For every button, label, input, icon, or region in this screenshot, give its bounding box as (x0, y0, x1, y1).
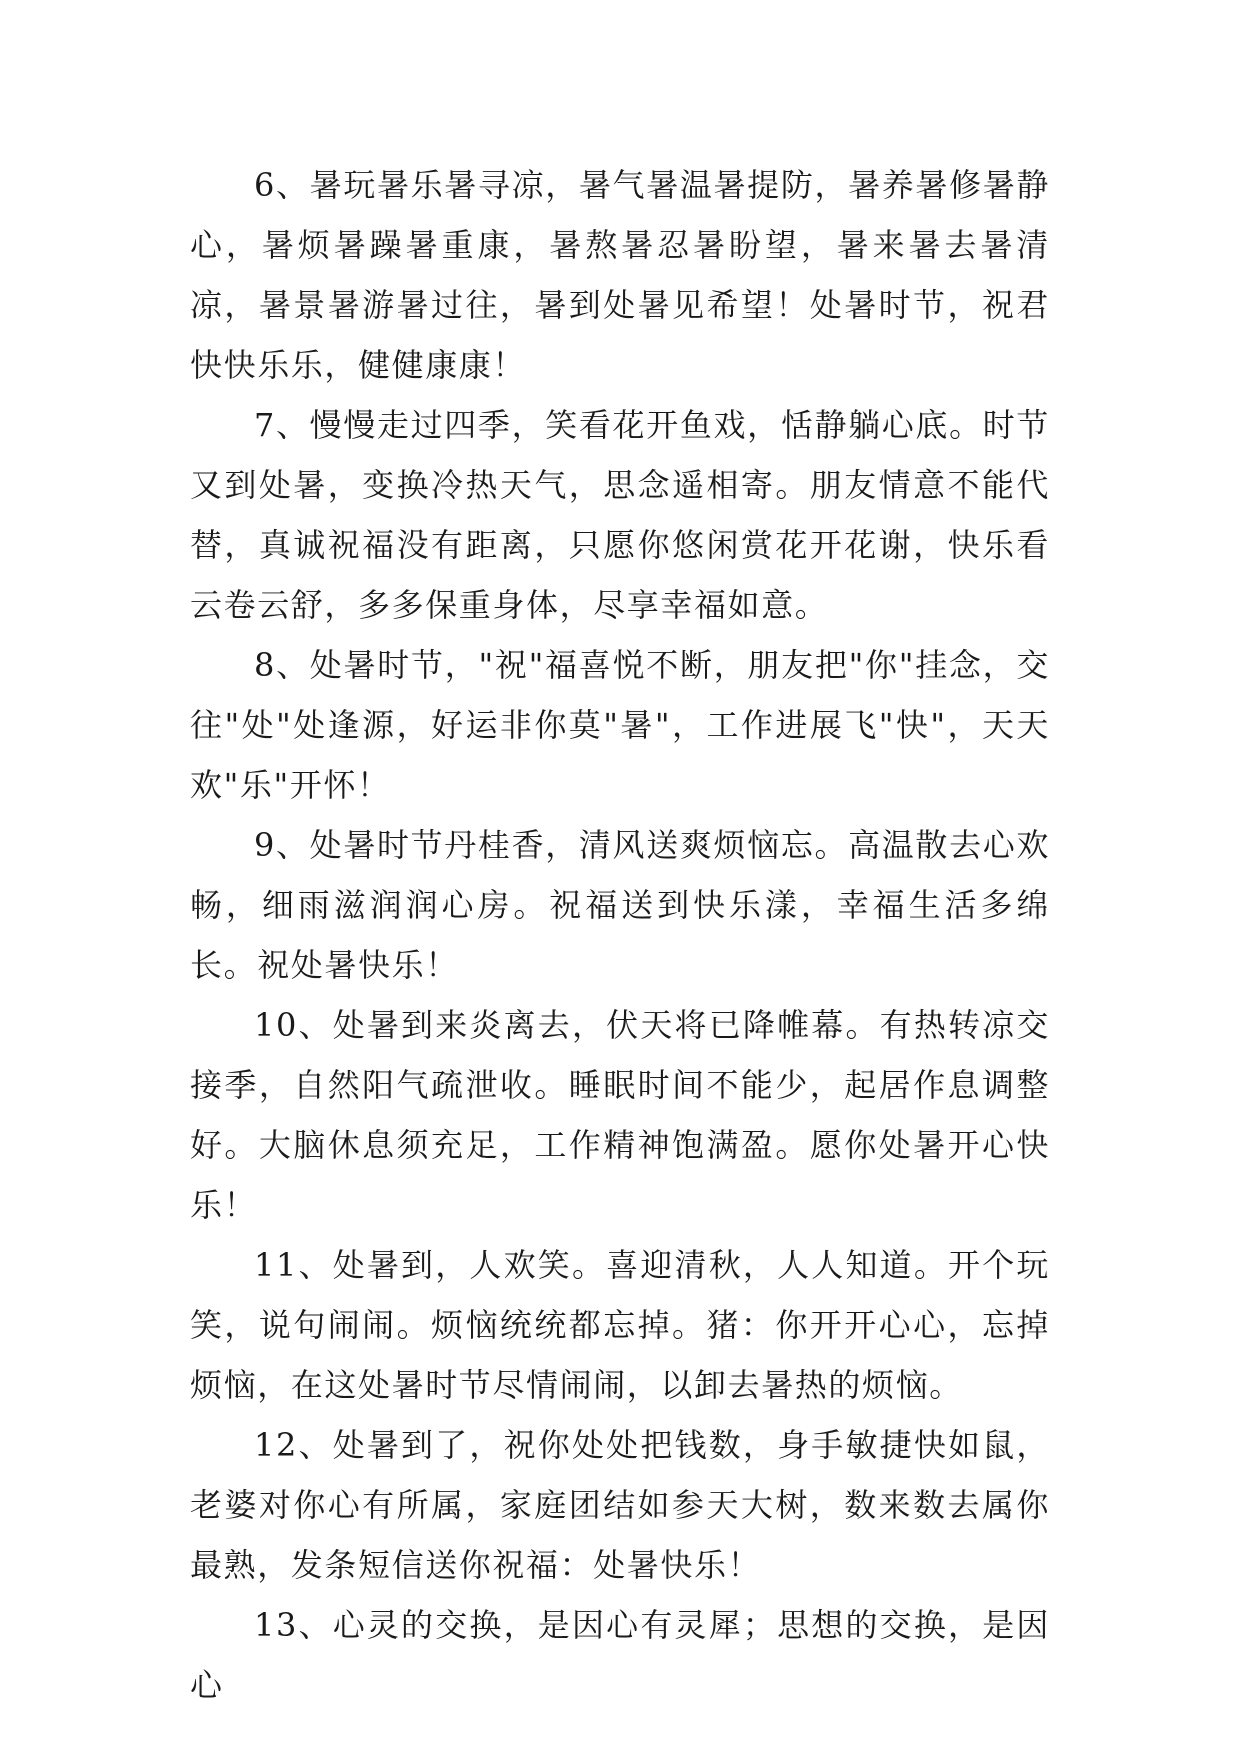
paragraph-11: 11、处暑到，人欢笑。喜迎清秋，人人知道。开个玩笑，说句闹闹。烦恼统统都忘掉。猪：你开开心心，忘掉烦恼，在这处暑时节尽情闹闹，以卸去暑热的烦恼。 (190, 1246, 1050, 1404)
paragraph-7: 7、慢慢走过四季，笑看花开鱼戏，恬静躺心底。时节又到处暑，变换冷热天气，思念遥相寄。朋友情意不能代替，真诚祝福没有距离，只愿你悠闲赏花开花谢，快乐看云卷云舒，多多保重身体，尽享幸福如意。 (190, 406, 1050, 624)
paragraph-8: 8、处暑时节，"祝"福喜悦不断，朋友把"你"挂念，交往"处"处逢源，好运非你莫"暑"，工作进展飞"快"，天天欢"乐"开怀！ (190, 646, 1050, 804)
paragraph-10: 10、处暑到来炎离去，伏天将已降帷幕。有热转凉交接季，自然阳气疏泄收。睡眠时间不能少，起居作息调整好。大脑休息须充足，工作精神饱满盈。愿你处暑开心快乐！ (190, 1006, 1050, 1224)
document-body (190, 155, 1050, 1715)
paragraph-9: 9、处暑时节丹桂香，清风送爽烦恼忘。高温散去心欢畅，细雨滋润润心房。祝福送到快乐漾，幸福生活多绵长。祝处暑快乐！ (190, 826, 1050, 984)
paragraph-12: 12、处暑到了，祝你处处把钱数，身手敏捷快如鼠，老婆对你心有所属，家庭团结如参天大树，数来数去属你最熟，发条短信送你祝福：处暑快乐！ (190, 1426, 1050, 1584)
paragraph-6: 6、暑玩暑乐暑寻凉，暑气暑温暑提防，暑养暑修暑静心，暑烦暑躁暑重康，暑熬暑忍暑盼望，暑来暑去暑清凉，暑景暑游暑过往，暑到处暑见希望！处暑时节，祝君快快乐乐，健健康康！ (190, 166, 1050, 384)
paragraph-13: 13、心灵的交换，是因心有灵犀；思想的交换，是因心 (190, 1606, 1050, 1704)
